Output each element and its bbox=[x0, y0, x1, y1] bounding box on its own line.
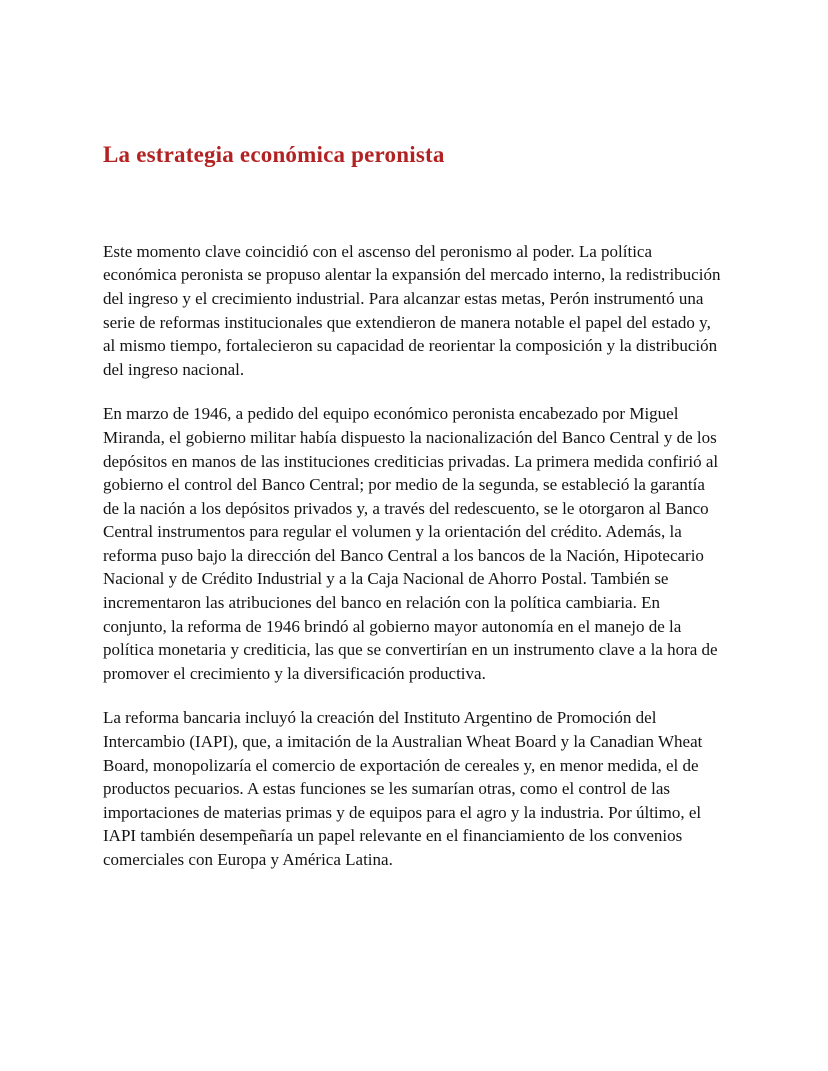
document-body bbox=[103, 240, 725, 872]
paragraph-1: Este momento clave coincidió con el ascenso del peronismo al poder. La política económica peronista se propuso alentar la expansión del mercado interno, la redistribución del ingreso y el crecimiento industrial. Para alcanzar estas metas, Perón instrumentó una serie de reformas institucionales que extendieron de manera notable el papel del estado y, al mismo tiempo, fortalecieron su capacidad de reorientar la composición y la distribución del ingreso nacional. bbox=[103, 241, 721, 379]
paragraph-2: En marzo de 1946, a pedido del equipo económico peronista encabezado por Miguel Miranda, el gobierno militar había dispuesto la nacionalización del Banco Central y de los depósitos en manos de las instituciones crediticias privadas. La primera medida confirió al gobierno el control del Banco Central; por medio de la segunda, se estableció la garantía de la nación a los depósitos privados y, a través del redescuento, se le otorgaron al Banco Central instrumentos para regular el volumen y la orientación del crédito. Además, la reforma puso bajo la dirección del Banco Central a los bancos de la Nación, Hipotecario Nacional y de Crédito Industrial y a la Caja Nacional de Ahorro Postal. También se incrementaron las atribuciones del banco en relación con la política cambiaria. En conjunto, la reforma de 1946 brindó al gobierno mayor autonomía en el manejo de la política monetaria y crediticia, las que se convertirían en un instrumento clave a la hora de promover el crecimiento y la diversificación productiva. bbox=[103, 404, 719, 683]
paragraph-3: La reforma bancaria incluyó la creación del Instituto Argentino de Promoción del Intercambio (IAPI), que, a imitación de la Australian Wheat Board y la Canadian Wheat Board, monopolizaría el comercio de exportación de cereales y, en menor medida, el de productos pecuarios. A estas funciones se les sumarían otras, como el control de las importaciones de materias primas y de equipos para el agro y la industria. Por último, el IAPI también desempeñaría un papel relevante en el financiamiento de los convenios comerciales con Europa y América Latina. bbox=[103, 708, 703, 869]
page-title: La estrategia económica peronista bbox=[103, 142, 445, 167]
